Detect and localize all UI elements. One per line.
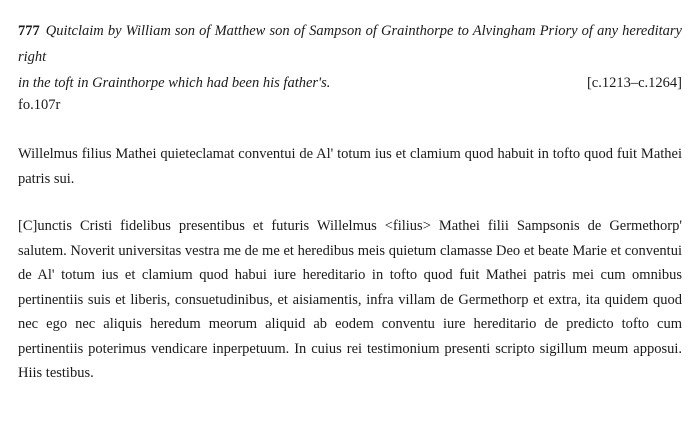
entry-heading — [18, 18, 682, 96]
entry-date: [c.1213–c.1264] — [586, 75, 682, 91]
latin-summary: Willelmus filius Mathei quieteclamat conventui de Al' totum ius et clamium quod habuit in tofto quod fuit Mathei patris sui. — [18, 146, 682, 187]
heading-line-1 — [18, 18, 682, 70]
heading-line-2 — [18, 70, 682, 96]
charter-text: [C]unctis Cristi fidelibus presentibus et futuris Willelmus <filius> Mathei filii Sampsonis de Germethorp' salutem. Noverit universitas vestra me de me et heredibus meis quietum clamasse Deo et beate Marie et conventui de Al' totum ius et clamium quod habui iure hereditario in tofto quod fuit Mathei patris mei cum omnibus pertinentiis suis et liberis, consuetudinibus, et aisiamentis, infra villam de Germethorp et extra, ita quidem quod nec ego nec aliquis heredum meorum aliquid ab eodem conventu iure hereditario de predicto tofto cum pertinentiis poterimus vendicare inperpetuum. In cuius rei testimonium presenti scripto sigillum meum apposui. Hiis testibus. — [18, 218, 682, 381]
entry-title-line-2: in the toft in Grainthorpe which had been his father's. — [18, 75, 331, 91]
entry-number: 777 — [18, 23, 40, 39]
document-page — [18, 18, 682, 386]
entry-title-line-1: Quitclaim by William son of Matthew son of Sampson of Grainthorpe to Alvingham Priory of any hereditary right — [18, 23, 682, 65]
folio-reference: fo.107r — [18, 97, 61, 113]
